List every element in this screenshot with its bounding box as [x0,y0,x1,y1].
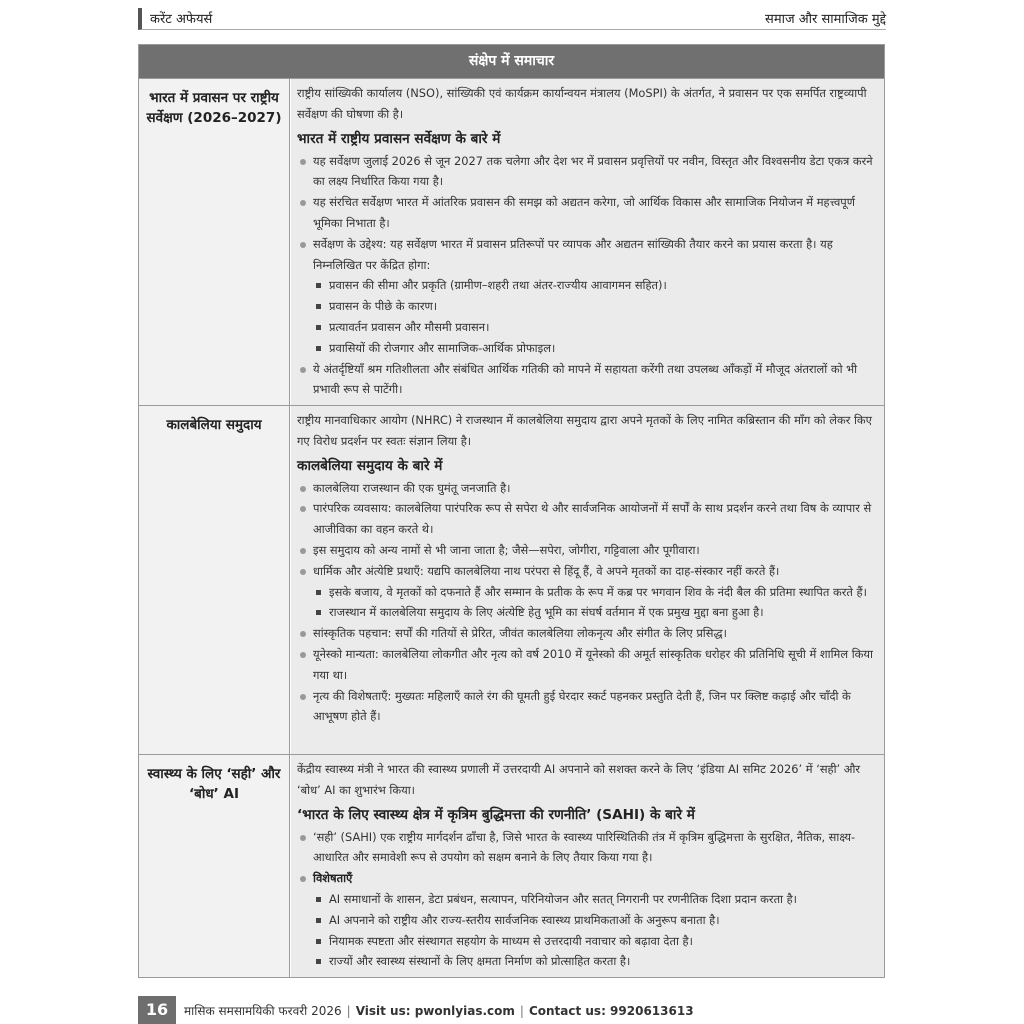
sub-list-item: प्रवासन की सीमा और प्रकृति (ग्रामीण–शहरी तथा अंतर-राज्यीय आवागमन सहित)। [297,275,878,296]
website-link[interactable]: Visit us: pwonlyias.com [355,1004,515,1018]
table-row [139,78,884,405]
sub-list-item: इसके बजाय, वे मृतकों को दफनाते हैं और सम्मान के प्रतीक के रूप में कब्र पर भगवान शिव के नंदी बैल की प्रतिमा स्थापित करते हैं। [297,582,878,603]
sub-list-item: राजस्थान में कालबेलिया समुदाय के लिए अंत्येष्टि हेतु भूमि का संघर्ष वर्तमान में एक प्रमुख मुद्दा बना हुआ है। [297,602,878,623]
subheading: कालबेलिया समुदाय के बारे में [297,457,443,474]
running-header [138,8,886,30]
sub-list-item: नियामक स्पष्टता और संस्थागत सहयोग के माध्यम से उत्तरदायी नवाचार को बढ़ावा देता है। [297,931,878,952]
sub-list-item: AI समाधानों के शासन, डेटा प्रबंधन, सत्यापन, परिनियोजन और सतत् निगरानी पर रणनीतिक दिशा प्रदान करता है। [297,889,878,910]
contact-number: Contact us: 9920613613 [528,1004,694,1018]
sub-list-item: राज्यों और स्वास्थ्य संस्थानों के लिए क्षमता निर्माण को प्रोत्साहित करता है। [297,951,878,972]
table-row [139,405,884,754]
magazine-title: मासिक समसामयिकी फरवरी 2026 [184,1004,342,1018]
row-body-kalbelia [291,406,884,754]
list-item: इस समुदाय को अन्य नामों से भी जाना जाता है; जैसे—सपेरा, जोगीरा, गट्टिवाला और पूगीवारा। [297,540,878,561]
list-item: यूनेस्को मान्यता: कालबेलिया लोकगीत और नृत्य को वर्ष 2010 में यूनेस्को की अमूर्त सांस्कृतिक धरोहर की प्रतिनिधि सूची में शामिल किया गया था। [297,644,878,686]
subheading: ‘भारत के लिए स्वास्थ्य क्षेत्र में कृत्रिम बुद्धिमत्ता की रणनीति’ (SAHI) के बारे में [297,806,695,823]
list-item: यह संरचित सर्वेक्षण भारत में आंतरिक प्रवासन की समझ को अद्यतन करेगा, जो आर्थिक विकास और सामाजिक नियोजन में महत्त्वपूर्ण भूमिका निभाता है। [297,192,878,234]
footer-text [184,1002,694,1019]
sub-list-item: प्रवासियों की रोजगार और सामाजिक-आर्थिक प्रोफाइल। [297,338,878,359]
row-body-migration-survey [291,79,884,405]
row-label-migration-survey: भारत में प्रवासन पर राष्ट्रीय सर्वेक्षण (2026–2027) [139,79,290,405]
chapter-label: समाज और सामाजिक मुद्दे [765,12,886,27]
row-body-health-ai [291,755,884,977]
intro-text: राष्ट्रीय मानवाधिकार आयोग (NHRC) ने राजस्थान में कालबेलिया समुदाय द्वारा अपने मृतकों के लिए नामित कब्रिस्तान की माँग को लेकर किए गए विरोध प्रदर्शन पर स्वतः संज्ञान लिया है। [297,413,872,448]
footer-divider: | [346,1004,351,1018]
news-summary-table [138,44,885,978]
subheading: भारत में राष्ट्रीय प्रवासन सर्वेक्षण के बारे में [297,130,501,147]
table-title: संक्षेप में समाचार [139,45,884,78]
list-item: नृत्य की विशेषताएँ: मुख्यतः महिलाएँ काले रंग की घूमती हुई घेरदार स्कर्ट पहनकर प्रस्तुति देती हैं, जिन पर क्लिष्ट कढ़ाई और चाँदी के आभूषण होते हैं। [297,686,878,728]
list-item: धार्मिक और अंत्येष्टि प्रथाएँ: यद्यपि कालबेलिया नाथ परंपरा से हिंदू हैं, वे अपने मृतकों का दाह-संस्कार नहीं करते हैं। [297,561,878,582]
page-number: 16 [138,996,176,1024]
page-footer [138,996,898,1024]
intro-text: राष्ट्रीय सांख्यिकी कार्यालय (NSO), सांख्यिकी एवं कार्यक्रम कार्यान्वयन मंत्रालय (MoSPI) के अंतर्गत, ने प्रवासन पर एक समर्पित राष्ट्रव्यापी सर्वेक्षण की घोषणा की है। [297,86,867,121]
sub-list-item: AI अपनाने को राष्ट्रीय और राज्य-स्तरीय सार्वजनिक स्वास्थ्य प्राथमिकताओं के अनुरूप बनाता है। [297,910,878,931]
list-item: पारंपरिक व्यवसाय: कालबेलिया पारंपरिक रूप से सपेरा थे और सार्वजनिक आयोजनों में सर्पों के साथ प्रदर्शन करने तथा विष के व्यापार से आजीविका का वहन करते थे। [297,498,878,540]
intro-text: केंद्रीय स्वास्थ्य मंत्री ने भारत की स्वास्थ्य प्रणाली में उत्तरदायी AI अपनाने को सशक्त करने के लिए ‘इंडिया AI समिट 2026’ में ‘सही’ और ‘बोध’ AI का शुभारंभ किया। [297,762,861,797]
sub-list-item: प्रत्यावर्तन प्रवासन और मौसमी प्रवासन। [297,317,878,338]
list-item: कालबेलिया राजस्थान की एक घुमंतू जनजाति है। [297,478,878,499]
footer-divider: | [519,1004,524,1018]
sub-list-item: प्रवासन के पीछे के कारण। [297,296,878,317]
table-row [139,754,884,977]
list-item: सर्वेक्षण के उद्देश्य: यह सर्वेक्षण भारत में प्रवासन प्रतिरूपों पर व्यापक और अद्यतन सांख्यिकी तैयार करने का प्रयास करता है। यह निम्नलिखित पर केंद्रित होगा: [297,234,878,276]
list-item: विशेषताएँ [297,868,878,889]
row-label-kalbelia: कालबेलिया समुदाय [139,406,290,754]
list-item: ये अंतर्दृष्टियाँ श्रम गतिशीलता और संबंधित आर्थिक गतिकी को मापने में सहायता करेंगी तथा उपलब्ध आँकड़ों में मौजूद अंतरालों को भी प्रभावी रूप से पाटेंगी। [297,359,878,401]
section-label: करेंट अफेयर्स [150,12,213,27]
list-item: सांस्कृतिक पहचान: सर्पों की गतियों से प्रेरित, जीवंत कालबेलिया लोकनृत्य और संगीत के लिए प्रसिद्ध। [297,623,878,644]
list-item: ‘सही’ (SAHI) एक राष्ट्रीय मार्गदर्शन ढाँचा है, जिसे भारत के स्वास्थ्य पारिस्थितिकी तंत्र में कृत्रिम बुद्धिमत्ता के सुरक्षित, नैतिक, साक्ष्य-आधारित और समावेशी रूप से उपयोग को सक्षम बनाने के लिए तैयार किया गया है। [297,827,878,869]
list-item: यह सर्वेक्षण जुलाई 2026 से जून 2027 तक चलेगा और देश भर में प्रवासन प्रवृत्तियों पर नवीन, विस्तृत और विश्वसनीय डेटा एकत्र करने का लक्ष्य निर्धारित किया गया है। [297,151,878,193]
row-label-health-ai: स्वास्थ्य के लिए ‘सही’ और ‘बोध’ AI [139,755,290,977]
